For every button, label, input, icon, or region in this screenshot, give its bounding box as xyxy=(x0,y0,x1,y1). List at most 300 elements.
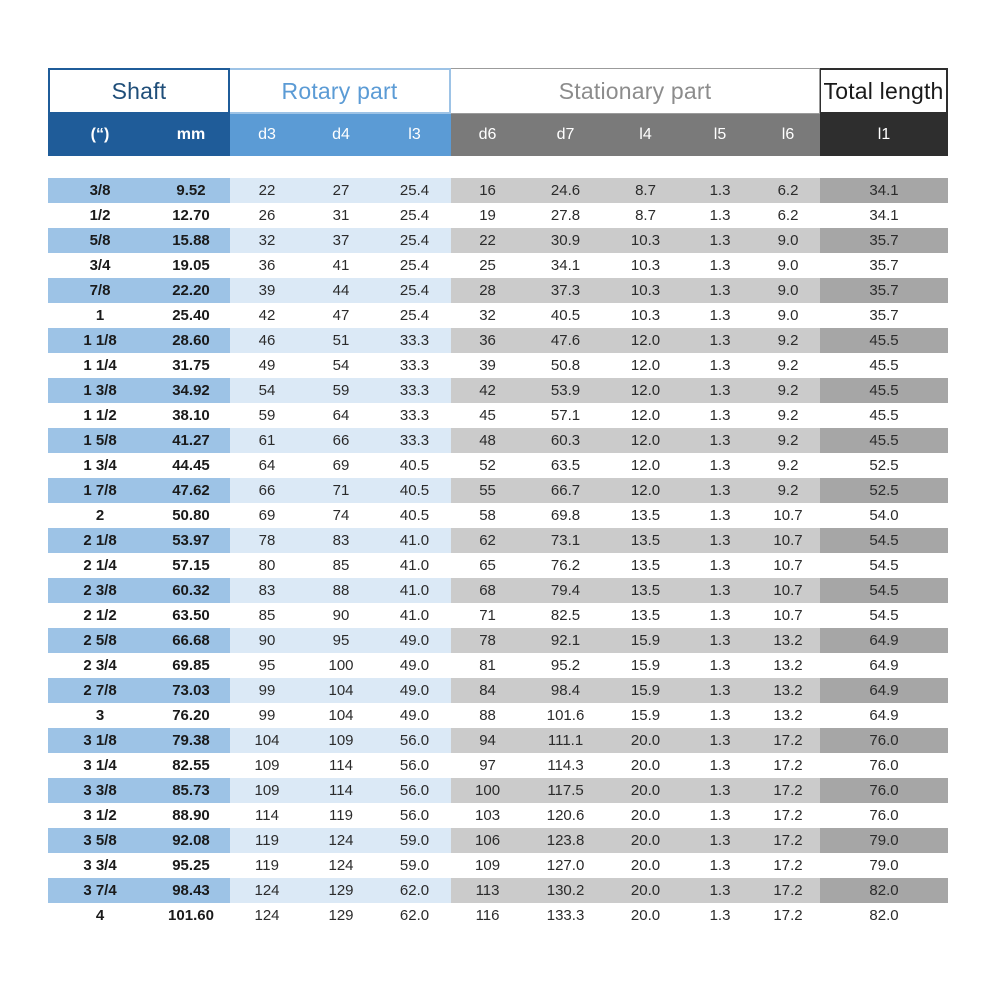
cell-d7: 82.5 xyxy=(524,603,607,628)
cell-l4: 12.0 xyxy=(607,328,684,353)
cell-d6: 84 xyxy=(451,678,524,703)
cell-inch: 1 5/8 xyxy=(48,428,152,453)
cell-l1: 76.0 xyxy=(820,753,948,778)
cell-l4: 15.9 xyxy=(607,628,684,653)
cell-mm: 60.32 xyxy=(152,578,230,603)
table-row xyxy=(48,653,948,678)
cell-l4: 12.0 xyxy=(607,378,684,403)
cell-d7: 111.1 xyxy=(524,728,607,753)
cell-l1: 35.7 xyxy=(820,278,948,303)
cell-inch: 2 1/2 xyxy=(48,603,152,628)
cell-d6: 100 xyxy=(451,778,524,803)
cell-d6: 39 xyxy=(451,353,524,378)
cell-d3: 99 xyxy=(230,703,304,728)
cell-d4: 66 xyxy=(304,428,378,453)
cell-l3: 41.0 xyxy=(378,603,451,628)
cell-d7: 27.8 xyxy=(524,203,607,228)
cell-d4: 37 xyxy=(304,228,378,253)
cell-inch: 2 3/4 xyxy=(48,653,152,678)
cell-mm: 38.10 xyxy=(152,403,230,428)
cell-d4: 104 xyxy=(304,678,378,703)
cell-l3: 25.4 xyxy=(378,178,451,203)
cell-l4: 15.9 xyxy=(607,678,684,703)
cell-l3: 59.0 xyxy=(378,828,451,853)
cell-inch: 7/8 xyxy=(48,278,152,303)
cell-l4: 8.7 xyxy=(607,178,684,203)
cell-l1: 76.0 xyxy=(820,803,948,828)
cell-l6: 17.2 xyxy=(756,828,820,853)
cell-l4: 20.0 xyxy=(607,878,684,903)
cell-d3: 61 xyxy=(230,428,304,453)
column-header-d4: d4 xyxy=(304,114,378,156)
cell-inch: 2 5/8 xyxy=(48,628,152,653)
cell-inch: 3/4 xyxy=(48,253,152,278)
table-row xyxy=(48,428,948,453)
cell-inch: 3/8 xyxy=(48,178,152,203)
cell-d7: 114.3 xyxy=(524,753,607,778)
cell-l4: 13.5 xyxy=(607,503,684,528)
cell-l4: 20.0 xyxy=(607,778,684,803)
cell-d7: 101.6 xyxy=(524,703,607,728)
cell-d7: 117.5 xyxy=(524,778,607,803)
cell-d7: 66.7 xyxy=(524,478,607,503)
table-row xyxy=(48,728,948,753)
cell-d3: 26 xyxy=(230,203,304,228)
cell-l3: 41.0 xyxy=(378,553,451,578)
cell-l1: 64.9 xyxy=(820,678,948,703)
cell-l5: 1.3 xyxy=(684,203,756,228)
cell-d6: 36 xyxy=(451,328,524,353)
cell-mm: 73.03 xyxy=(152,678,230,703)
cell-inch: 1 1/2 xyxy=(48,403,152,428)
cell-d3: 109 xyxy=(230,753,304,778)
cell-l1: 35.7 xyxy=(820,253,948,278)
cell-l4: 10.3 xyxy=(607,228,684,253)
cell-inch: 3 5/8 xyxy=(48,828,152,853)
table-row xyxy=(48,628,948,653)
cell-l3: 49.0 xyxy=(378,703,451,728)
cell-l1: 54.5 xyxy=(820,553,948,578)
cell-l6: 6.2 xyxy=(756,178,820,203)
cell-d3: 46 xyxy=(230,328,304,353)
cell-d4: 88 xyxy=(304,578,378,603)
cell-l5: 1.3 xyxy=(684,403,756,428)
cell-mm: 41.27 xyxy=(152,428,230,453)
cell-l3: 40.5 xyxy=(378,453,451,478)
cell-l1: 54.5 xyxy=(820,603,948,628)
cell-d7: 69.8 xyxy=(524,503,607,528)
cell-d6: 42 xyxy=(451,378,524,403)
table-row xyxy=(48,228,948,253)
cell-d3: 32 xyxy=(230,228,304,253)
cell-l6: 17.2 xyxy=(756,853,820,878)
cell-mm: 76.20 xyxy=(152,703,230,728)
group-header-shaft: Shaft xyxy=(48,68,230,114)
cell-l6: 6.2 xyxy=(756,203,820,228)
table-row xyxy=(48,378,948,403)
cell-l6: 13.2 xyxy=(756,703,820,728)
cell-l5: 1.3 xyxy=(684,303,756,328)
table-row xyxy=(48,453,948,478)
cell-l3: 49.0 xyxy=(378,628,451,653)
cell-mm: 79.38 xyxy=(152,728,230,753)
cell-inch: 1 3/8 xyxy=(48,378,152,403)
cell-mm: 12.70 xyxy=(152,203,230,228)
cell-d6: 22 xyxy=(451,228,524,253)
cell-d6: 116 xyxy=(451,903,524,928)
table-row xyxy=(48,303,948,328)
cell-l1: 52.5 xyxy=(820,453,948,478)
cell-l5: 1.3 xyxy=(684,478,756,503)
cell-l1: 64.9 xyxy=(820,703,948,728)
cell-inch: 2 7/8 xyxy=(48,678,152,703)
cell-l6: 10.7 xyxy=(756,603,820,628)
cell-d4: 41 xyxy=(304,253,378,278)
cell-l1: 45.5 xyxy=(820,378,948,403)
cell-l3: 25.4 xyxy=(378,253,451,278)
cell-d7: 40.5 xyxy=(524,303,607,328)
cell-l6: 10.7 xyxy=(756,528,820,553)
cell-d3: 39 xyxy=(230,278,304,303)
cell-d6: 94 xyxy=(451,728,524,753)
cell-l4: 12.0 xyxy=(607,353,684,378)
cell-l1: 34.1 xyxy=(820,203,948,228)
cell-l1: 35.7 xyxy=(820,303,948,328)
cell-l6: 9.2 xyxy=(756,478,820,503)
cell-l1: 82.0 xyxy=(820,878,948,903)
column-header-l3: l3 xyxy=(378,114,451,156)
cell-d3: 78 xyxy=(230,528,304,553)
cell-l3: 40.5 xyxy=(378,503,451,528)
cell-mm: 63.50 xyxy=(152,603,230,628)
cell-inch: 2 xyxy=(48,503,152,528)
cell-l6: 17.2 xyxy=(756,803,820,828)
cell-l4: 20.0 xyxy=(607,853,684,878)
cell-d3: 83 xyxy=(230,578,304,603)
cell-l3: 41.0 xyxy=(378,578,451,603)
cell-d7: 24.6 xyxy=(524,178,607,203)
cell-l6: 10.7 xyxy=(756,553,820,578)
table-row xyxy=(48,478,948,503)
cell-l5: 1.3 xyxy=(684,778,756,803)
cell-inch: 5/8 xyxy=(48,228,152,253)
cell-l5: 1.3 xyxy=(684,178,756,203)
cell-mm: 82.55 xyxy=(152,753,230,778)
cell-l1: 79.0 xyxy=(820,828,948,853)
cell-l1: 34.1 xyxy=(820,178,948,203)
cell-l5: 1.3 xyxy=(684,528,756,553)
cell-d4: 64 xyxy=(304,403,378,428)
cell-mm: 28.60 xyxy=(152,328,230,353)
cell-l3: 49.0 xyxy=(378,678,451,703)
header-gap xyxy=(48,156,948,178)
cell-l5: 1.3 xyxy=(684,803,756,828)
cell-d4: 44 xyxy=(304,278,378,303)
cell-l5: 1.3 xyxy=(684,853,756,878)
group-header-total-length: Total length xyxy=(820,68,948,114)
cell-mm: 88.90 xyxy=(152,803,230,828)
cell-l1: 54.5 xyxy=(820,578,948,603)
cell-mm: 22.20 xyxy=(152,278,230,303)
cell-l3: 33.3 xyxy=(378,328,451,353)
cell-l3: 49.0 xyxy=(378,653,451,678)
cell-mm: 69.85 xyxy=(152,653,230,678)
cell-d6: 62 xyxy=(451,528,524,553)
cell-d6: 65 xyxy=(451,553,524,578)
cell-l4: 10.3 xyxy=(607,278,684,303)
cell-inch: 2 3/8 xyxy=(48,578,152,603)
cell-l6: 9.2 xyxy=(756,403,820,428)
table-row xyxy=(48,553,948,578)
column-header-mm: mm xyxy=(152,114,230,156)
cell-l3: 62.0 xyxy=(378,878,451,903)
cell-inch: 2 1/8 xyxy=(48,528,152,553)
cell-l3: 25.4 xyxy=(378,203,451,228)
cell-l4: 12.0 xyxy=(607,428,684,453)
column-header-l6: l6 xyxy=(756,114,820,156)
cell-d4: 129 xyxy=(304,878,378,903)
cell-d3: 114 xyxy=(230,803,304,828)
cell-l1: 76.0 xyxy=(820,728,948,753)
cell-d6: 109 xyxy=(451,853,524,878)
cell-l6: 9.0 xyxy=(756,278,820,303)
table-row xyxy=(48,703,948,728)
cell-l5: 1.3 xyxy=(684,603,756,628)
cell-d6: 78 xyxy=(451,628,524,653)
cell-l5: 1.3 xyxy=(684,878,756,903)
cell-d4: 104 xyxy=(304,703,378,728)
cell-d4: 114 xyxy=(304,778,378,803)
cell-l4: 15.9 xyxy=(607,703,684,728)
table-body xyxy=(48,178,948,928)
cell-mm: 53.97 xyxy=(152,528,230,553)
cell-l5: 1.3 xyxy=(684,378,756,403)
cell-d4: 95 xyxy=(304,628,378,653)
cell-l1: 76.0 xyxy=(820,778,948,803)
table-row xyxy=(48,803,948,828)
cell-d7: 123.8 xyxy=(524,828,607,853)
cell-mm: 44.45 xyxy=(152,453,230,478)
cell-d6: 103 xyxy=(451,803,524,828)
cell-d4: 83 xyxy=(304,528,378,553)
cell-d4: 54 xyxy=(304,353,378,378)
cell-l6: 9.2 xyxy=(756,328,820,353)
cell-d4: 129 xyxy=(304,903,378,928)
cell-l5: 1.3 xyxy=(684,278,756,303)
cell-d3: 124 xyxy=(230,878,304,903)
cell-d6: 106 xyxy=(451,828,524,853)
cell-inch: 3 xyxy=(48,703,152,728)
cell-l4: 13.5 xyxy=(607,578,684,603)
cell-l5: 1.3 xyxy=(684,428,756,453)
cell-inch: 1 1/8 xyxy=(48,328,152,353)
cell-d6: 45 xyxy=(451,403,524,428)
cell-d4: 59 xyxy=(304,378,378,403)
cell-d4: 85 xyxy=(304,553,378,578)
cell-l3: 41.0 xyxy=(378,528,451,553)
cell-inch: 3 1/8 xyxy=(48,728,152,753)
cell-inch: 3 1/2 xyxy=(48,803,152,828)
cell-mm: 50.80 xyxy=(152,503,230,528)
cell-d4: 124 xyxy=(304,853,378,878)
cell-l1: 45.5 xyxy=(820,328,948,353)
cell-mm: 95.25 xyxy=(152,853,230,878)
cell-l3: 56.0 xyxy=(378,778,451,803)
group-header-row xyxy=(48,68,948,114)
cell-d3: 54 xyxy=(230,378,304,403)
cell-d6: 55 xyxy=(451,478,524,503)
cell-l6: 9.0 xyxy=(756,303,820,328)
cell-l4: 10.3 xyxy=(607,253,684,278)
cell-d3: 99 xyxy=(230,678,304,703)
cell-d7: 53.9 xyxy=(524,378,607,403)
cell-d6: 16 xyxy=(451,178,524,203)
cell-l6: 9.2 xyxy=(756,378,820,403)
cell-d3: 119 xyxy=(230,828,304,853)
cell-d4: 71 xyxy=(304,478,378,503)
cell-d4: 124 xyxy=(304,828,378,853)
cell-l3: 33.3 xyxy=(378,403,451,428)
cell-l6: 10.7 xyxy=(756,503,820,528)
table-row xyxy=(48,328,948,353)
cell-mm: 57.15 xyxy=(152,553,230,578)
cell-d7: 92.1 xyxy=(524,628,607,653)
column-header-l4: l4 xyxy=(607,114,684,156)
cell-d6: 97 xyxy=(451,753,524,778)
cell-l5: 1.3 xyxy=(684,328,756,353)
cell-d4: 27 xyxy=(304,178,378,203)
cell-d6: 81 xyxy=(451,653,524,678)
cell-l5: 1.3 xyxy=(684,628,756,653)
cell-mm: 66.68 xyxy=(152,628,230,653)
cell-l5: 1.3 xyxy=(684,553,756,578)
cell-l3: 59.0 xyxy=(378,853,451,878)
table-row xyxy=(48,353,948,378)
cell-l6: 9.2 xyxy=(756,353,820,378)
cell-mm: 98.43 xyxy=(152,878,230,903)
column-header-inch: (“) xyxy=(48,114,152,156)
cell-l5: 1.3 xyxy=(684,903,756,928)
table-row xyxy=(48,278,948,303)
cell-d4: 109 xyxy=(304,728,378,753)
cell-d7: 47.6 xyxy=(524,328,607,353)
cell-l6: 9.0 xyxy=(756,253,820,278)
cell-inch: 3 3/8 xyxy=(48,778,152,803)
cell-d3: 64 xyxy=(230,453,304,478)
table-row xyxy=(48,778,948,803)
cell-d4: 69 xyxy=(304,453,378,478)
cell-d7: 37.3 xyxy=(524,278,607,303)
cell-l4: 10.3 xyxy=(607,303,684,328)
cell-d6: 113 xyxy=(451,878,524,903)
cell-l1: 35.7 xyxy=(820,228,948,253)
cell-d7: 127.0 xyxy=(524,853,607,878)
cell-l6: 9.2 xyxy=(756,453,820,478)
cell-d6: 71 xyxy=(451,603,524,628)
table-row xyxy=(48,403,948,428)
cell-l5: 1.3 xyxy=(684,253,756,278)
cell-d6: 88 xyxy=(451,703,524,728)
cell-mm: 9.52 xyxy=(152,178,230,203)
cell-l1: 45.5 xyxy=(820,403,948,428)
group-header-rotary-part: Rotary part xyxy=(230,68,451,114)
cell-l5: 1.3 xyxy=(684,828,756,853)
cell-l4: 13.5 xyxy=(607,528,684,553)
cell-l3: 56.0 xyxy=(378,803,451,828)
cell-l6: 13.2 xyxy=(756,653,820,678)
cell-d3: 104 xyxy=(230,728,304,753)
cell-inch: 3 1/4 xyxy=(48,753,152,778)
cell-l4: 13.5 xyxy=(607,603,684,628)
cell-l5: 1.3 xyxy=(684,503,756,528)
table-row xyxy=(48,853,948,878)
cell-inch: 1 1/4 xyxy=(48,353,152,378)
cell-l1: 79.0 xyxy=(820,853,948,878)
cell-l4: 12.0 xyxy=(607,453,684,478)
cell-d6: 58 xyxy=(451,503,524,528)
cell-d3: 36 xyxy=(230,253,304,278)
cell-d6: 52 xyxy=(451,453,524,478)
cell-inch: 1 7/8 xyxy=(48,478,152,503)
column-header-l1: l1 xyxy=(820,114,948,156)
column-header-l5: l5 xyxy=(684,114,756,156)
cell-d4: 119 xyxy=(304,803,378,828)
cell-l3: 25.4 xyxy=(378,278,451,303)
cell-l1: 45.5 xyxy=(820,428,948,453)
cell-l6: 17.2 xyxy=(756,778,820,803)
cell-l6: 10.7 xyxy=(756,578,820,603)
cell-d7: 95.2 xyxy=(524,653,607,678)
cell-d3: 59 xyxy=(230,403,304,428)
cell-mm: 19.05 xyxy=(152,253,230,278)
cell-d3: 42 xyxy=(230,303,304,328)
cell-l3: 62.0 xyxy=(378,903,451,928)
cell-d6: 32 xyxy=(451,303,524,328)
cell-l1: 54.5 xyxy=(820,528,948,553)
cell-l5: 1.3 xyxy=(684,578,756,603)
cell-l5: 1.3 xyxy=(684,653,756,678)
cell-mm: 47.62 xyxy=(152,478,230,503)
gap-cell xyxy=(48,156,948,178)
cell-d4: 100 xyxy=(304,653,378,678)
cell-d3: 22 xyxy=(230,178,304,203)
spec-table xyxy=(48,68,948,928)
cell-l3: 25.4 xyxy=(378,228,451,253)
cell-inch: 1 3/4 xyxy=(48,453,152,478)
cell-l1: 64.9 xyxy=(820,653,948,678)
cell-inch: 1 xyxy=(48,303,152,328)
column-header-row xyxy=(48,114,948,156)
cell-d7: 63.5 xyxy=(524,453,607,478)
cell-d6: 19 xyxy=(451,203,524,228)
cell-l4: 20.0 xyxy=(607,903,684,928)
cell-l1: 64.9 xyxy=(820,628,948,653)
table-row xyxy=(48,203,948,228)
cell-l5: 1.3 xyxy=(684,453,756,478)
cell-l4: 13.5 xyxy=(607,553,684,578)
cell-l5: 1.3 xyxy=(684,728,756,753)
cell-d3: 95 xyxy=(230,653,304,678)
cell-d4: 31 xyxy=(304,203,378,228)
cell-d6: 48 xyxy=(451,428,524,453)
cell-d3: 66 xyxy=(230,478,304,503)
cell-l1: 82.0 xyxy=(820,903,948,928)
cell-l4: 12.0 xyxy=(607,478,684,503)
cell-l1: 54.0 xyxy=(820,503,948,528)
cell-d7: 133.3 xyxy=(524,903,607,928)
cell-l6: 17.2 xyxy=(756,753,820,778)
cell-l6: 17.2 xyxy=(756,878,820,903)
